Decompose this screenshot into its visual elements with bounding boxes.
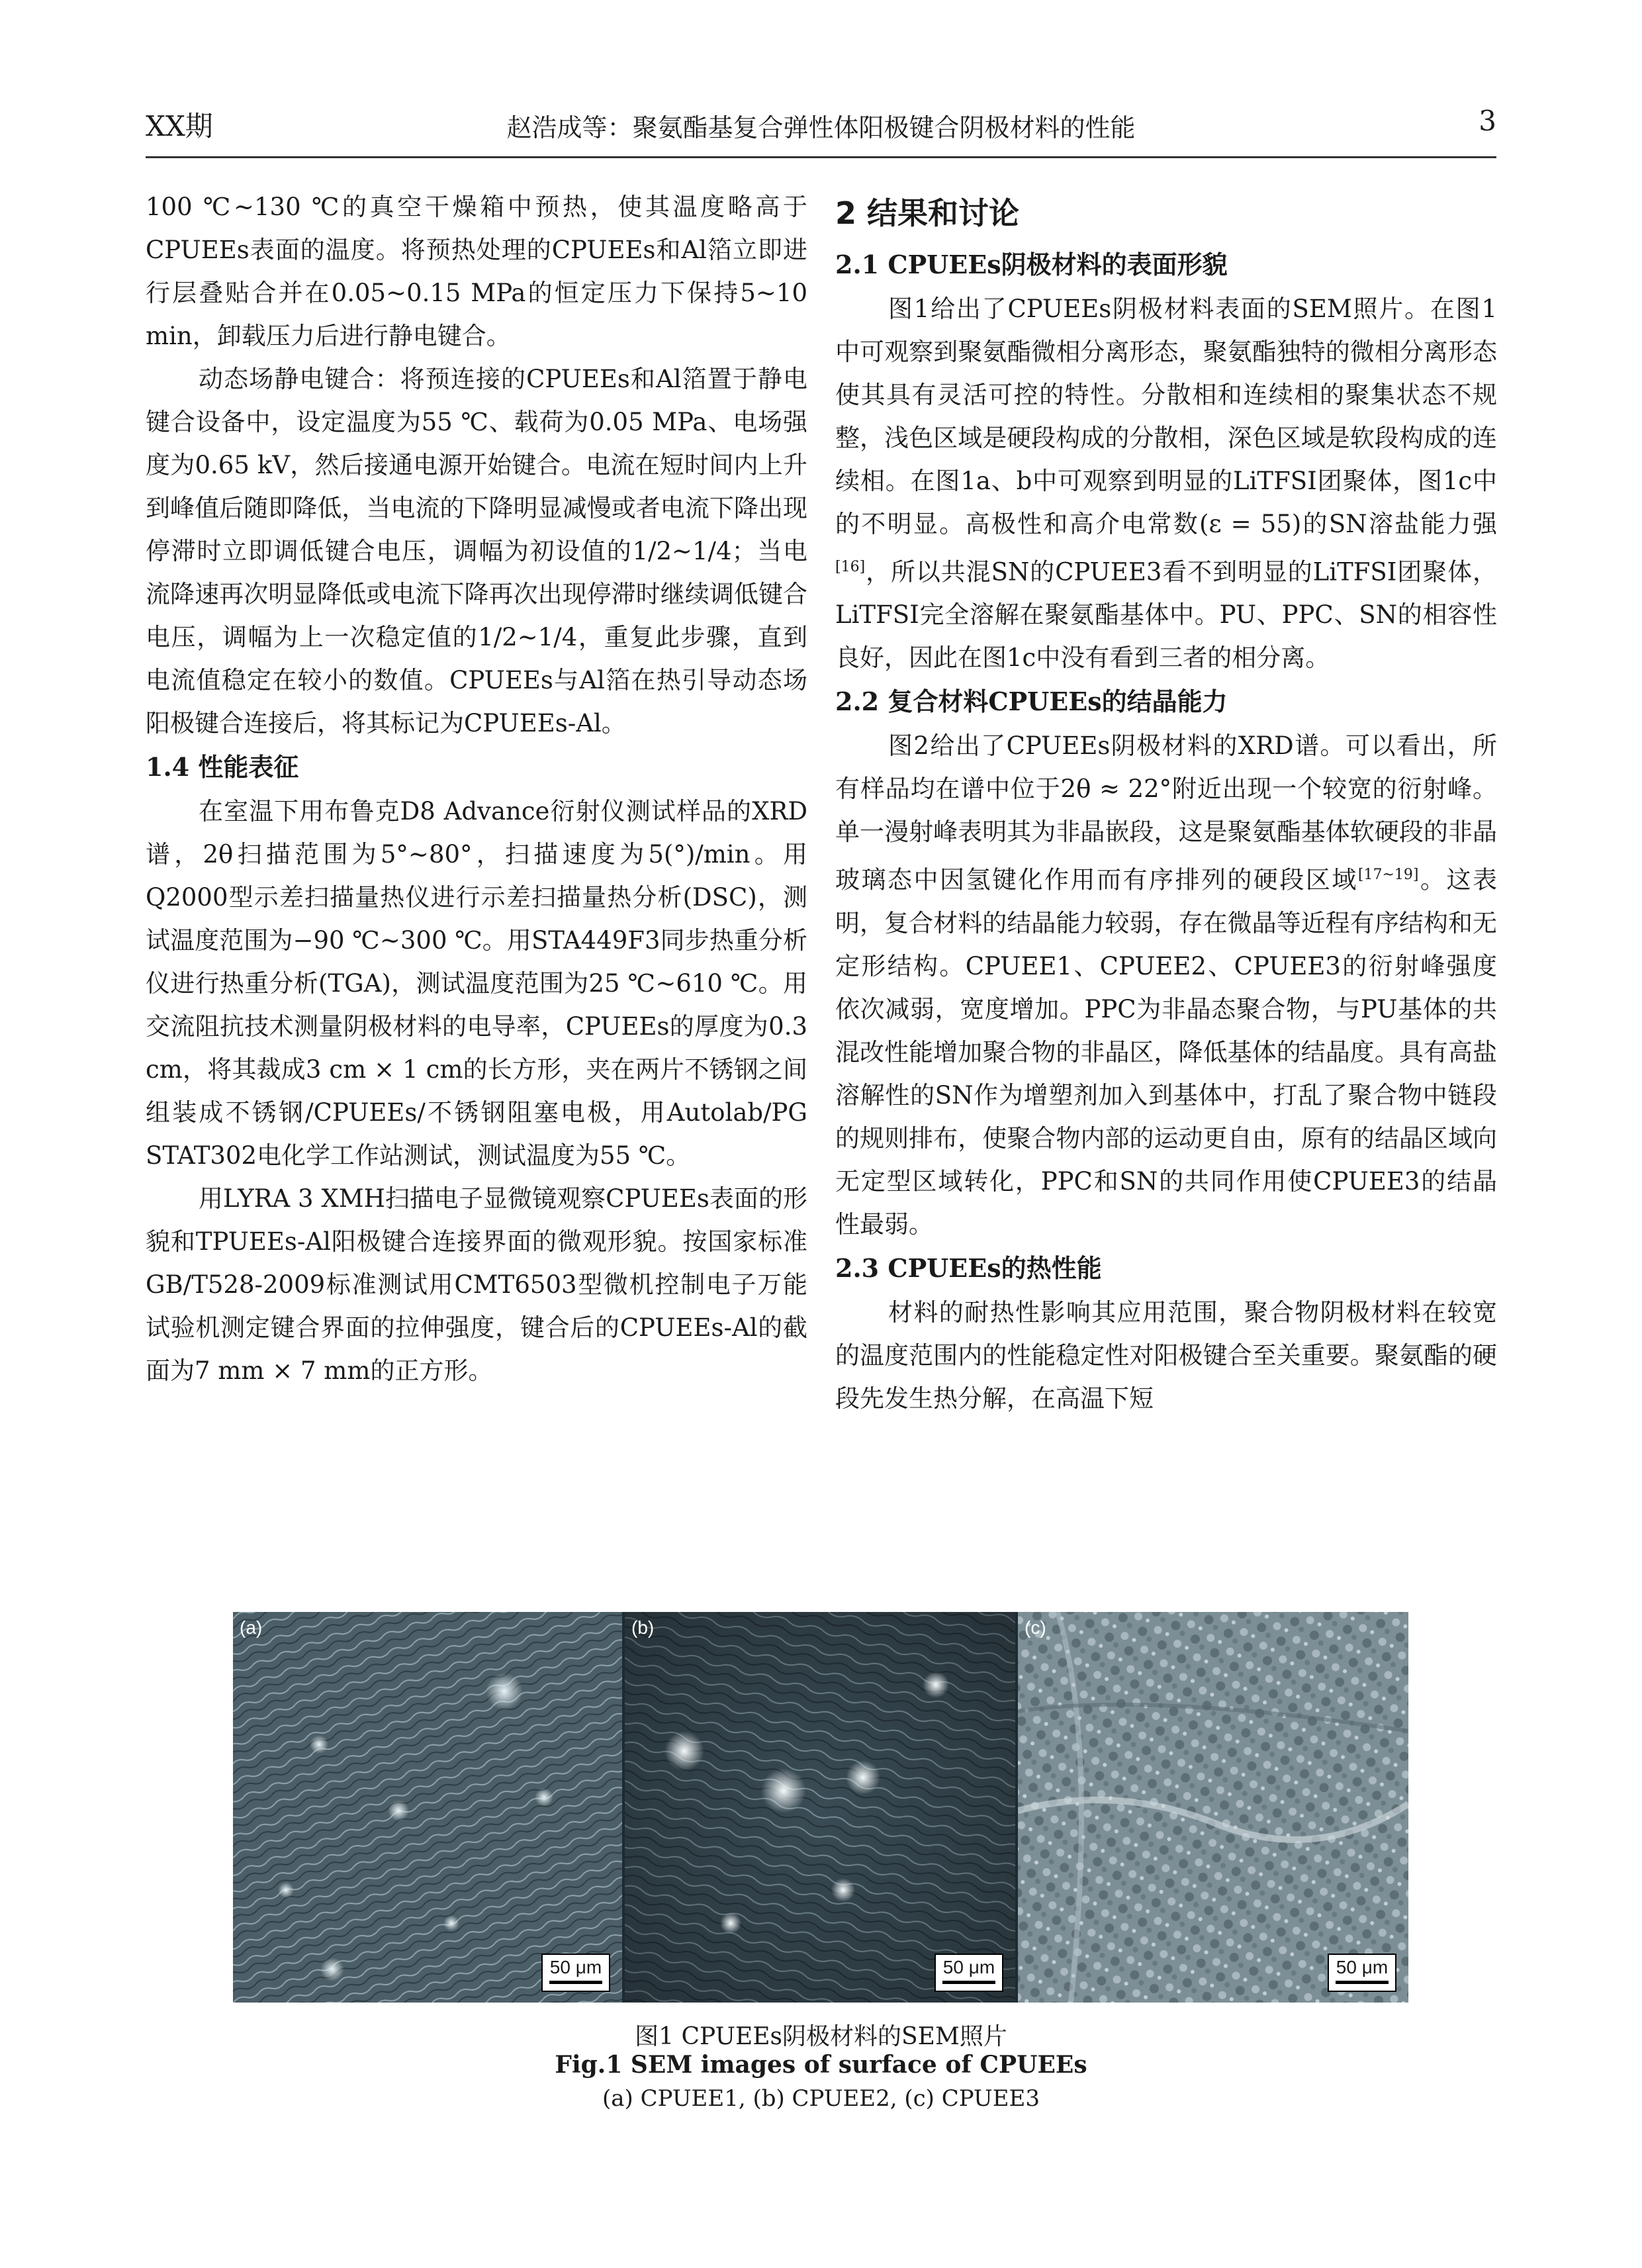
- section-heading-2-1: 2.1 CPUEEs阴极材料的表面形貌: [835, 250, 1228, 279]
- panel-label-a: (a): [240, 1617, 263, 1638]
- paragraph-morphology-part1: 图1给出了CPUEEs阴极材料表面的SEM照片。在图1中可观察到聚氨酯微相分离形态，聚氨酯独特的微相分离形态使其具有灵活可控的特性。分散相和连续相的聚集状态不规整，浅色区域是硬段构成的分散相，深色区域是软段构成的连续相。在图1a、b中可观察到明显的LiTFSI团聚体，图1c中的不明显。高极性和高介电常数(ε = 55)的SN溶盐能力强: [835, 295, 1497, 538]
- scale-bar-label-a: 50 μm: [549, 1957, 602, 1977]
- paragraph-sem-tensile: 用LYRA 3 XMH扫描电子显微镜观察CPUEEs表面的形貌和TPUEEs-Al阳极键合连接界面的微观形貌。按国家标准GB/T528-2009标准测试用CMT6503型微机控制电子万能试验机测定键合界面的拉伸强度，键合后的CPUEEs-Al的截面为7 mm × 7 mm的正方形。: [146, 1184, 807, 1385]
- panel-label-b: (b): [631, 1617, 655, 1638]
- paragraph-preheat: 100 ℃~130 ℃的真空干燥箱中预热，使其温度略高于CPUEEs表面的温度。将预热处理的CPUEEs和Al箔立即进行层叠贴合并在0.05~0.15 MPa的恒定压力下保持5~10 min，卸载压力后进行静电键合。: [146, 193, 807, 350]
- paragraph-thermal: 材料的耐热性影响其应用范围，聚合物阴极材料在较宽的温度范围内的性能稳定性对阳极键合至关重要。聚氨酯的硬段先发生热分解，在高温下短: [835, 1298, 1497, 1413]
- left-column: [146, 185, 807, 1595]
- section-heading-2: 2 结果和讨论: [835, 195, 1020, 231]
- figure-caption-sub: (a) CPUEE1, (b) CPUEE2, (c) CPUEE3: [602, 2085, 1040, 2112]
- scale-bar-label-b: 50 μm: [942, 1957, 995, 1977]
- sem-image-b: [625, 1612, 1015, 2003]
- paragraph-dynamic-bonding: 动态场静电键合：将预连接的CPUEEs和Al箔置于静电键合设备中，设定温度为55 ℃、载荷为0.05 MPa、电场强度为0.65 kV，然后接通电源开始键合。电流在短时间内上升到峰值后随即降低，当电流的下降明显减慢或者电流下降出现停滞时立即调低键合电压，调幅为初设值的1/2~1/4；当电流降速再次明显降低或电流下降再次出现停滞时继续调低键合电压，调幅为上一次稳定值的1/2~1/4，重复此步骤，直到电流值稳定在较小的数值。CPUEEs与Al箔在热引导动态场阳极键合连接后，将其标记为CPUEEs-Al。: [146, 365, 807, 737]
- sem-figure: [233, 1612, 1408, 2003]
- paragraph-crystallinity-part1: 图2给出了CPUEEs阴极材料的XRD谱。可以看出，所有样品均在谱中位于2θ ≈ 22°附近出现一个较宽的衍射峰。单一漫射峰表明其为非晶嵌段，这是聚氨酯基体软硬段的非晶玻璃态中因氢键化作用而有序排列的硬段区域: [835, 732, 1497, 894]
- sem-panel-b: [625, 1612, 1015, 2003]
- sem-panel-c: [1018, 1612, 1408, 2003]
- figure-caption-cn: 图1 CPUEEs阴极材料的SEM照片: [635, 2023, 1007, 2050]
- running-title: 赵浩成等：聚氨酯基复合弹性体阳极键合阴极材料的性能: [506, 113, 1136, 142]
- scale-bar-c: [1328, 1954, 1396, 1992]
- section-heading-2-3: 2.3 CPUEEs的热性能: [835, 1252, 1102, 1283]
- section-heading-2-2: 2.2 复合材料CPUEEs的结晶能力: [835, 686, 1228, 717]
- scale-bar-label-c: 50 μm: [1336, 1957, 1389, 1977]
- sem-image-c: [1018, 1612, 1408, 2003]
- sem-panel-a: [233, 1612, 622, 2003]
- sem-image-a: [233, 1612, 622, 2003]
- issue-label: XX期: [146, 110, 213, 142]
- page-number: 3: [1479, 105, 1496, 137]
- paragraph-morphology: [835, 287, 1497, 679]
- paragraph-morphology-part2: ，所以共混SN的CPUEE3看不到明显的LiTFSI团聚体，LiTFSI完全溶解在聚氨酯基体中。PU、PPC、SN的相容性良好，因此在图1c中没有看到三者的相分离。: [835, 557, 1497, 673]
- page-header: [146, 105, 1496, 151]
- citation-16: [16]: [835, 559, 866, 575]
- paragraph-crystallinity: [835, 724, 1497, 1245]
- scale-bar-b: [935, 1954, 1003, 1992]
- header-rule: [146, 156, 1496, 158]
- scale-bar-a: [541, 1954, 610, 1992]
- figure-caption-en: Fig.1 SEM images of surface of CPUEEs: [555, 2051, 1087, 2079]
- section-heading-1-4: 1.4 性能表征: [146, 752, 299, 782]
- paragraph-crystallinity-part2: 。这表明，复合材料的结晶能力较弱，存在微晶等近程有序结构和无定形结构。CPUEE1、CPUEE2、CPUEE3的衍射峰强度依次减弱，宽度增加。PPC为非晶态聚合物，与PU基体的共混改性能增加聚合物的非晶区，降低基体的结晶度。具有高盐溶解性的SN作为增塑剂加入到基体中，打乱了聚合物中链段的规则排布，使聚合物内部的运动更自由，原有的结晶区域向无定型区域转化，PPC和SN的共同作用使CPUEE3的结晶性最弱。: [835, 865, 1497, 1239]
- panel-label-c: (c): [1025, 1617, 1046, 1638]
- right-column: [835, 185, 1497, 1595]
- citation-17-19: [17~19]: [1357, 867, 1419, 884]
- paragraph-characterization: 在室温下用布鲁克D8 Advance衍射仪测试样品的XRD谱，2θ扫描范围为5°~80°，扫描速度为5(°)/min。用Q2000型示差扫描量热仪进行示差扫描量热分析(DSC)，测试温度范围为−90 ℃~300 ℃。用STA449F3同步热重分析仪进行热重分析(TGA)，测试温度范围为25 ℃~610 ℃。用交流阻抗技术测量阴极材料的电导率，CPUEEs的厚度为0.3 cm，将其裁成3 cm × 1 cm的长方形，夹在两片不锈钢之间组装成不锈钢/CPUEEs/不锈钢阻塞电极，用Autolab/PG STAT302电化学工作站测试，测试温度为55 ℃。: [146, 797, 807, 1170]
